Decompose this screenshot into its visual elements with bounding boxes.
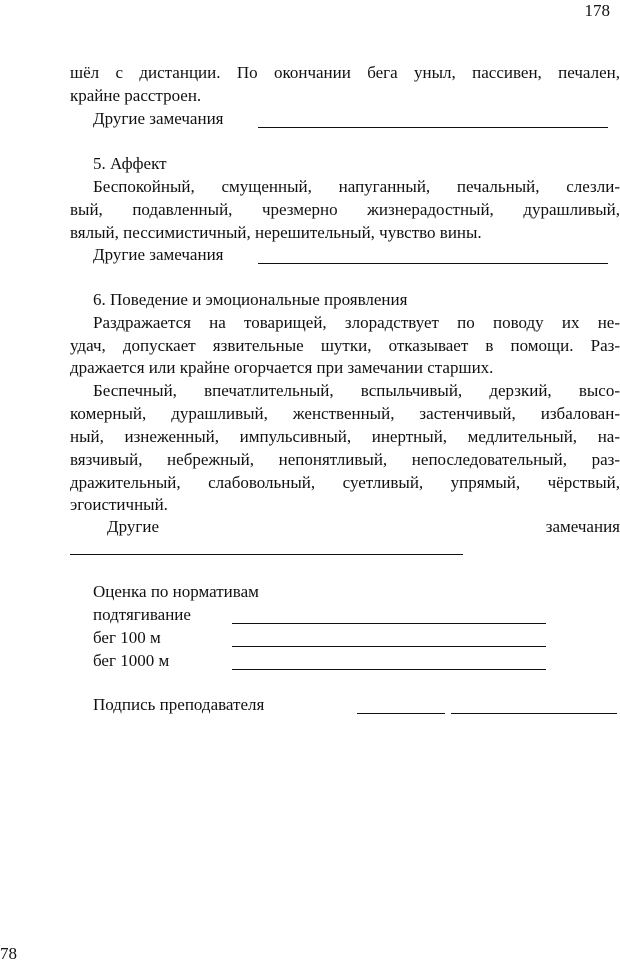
affect-line-2: вый, подавленный, чрезмерно жизнерадостный, дурашливый, — [70, 200, 620, 219]
signature-label: Подпись преподавателя — [93, 695, 265, 714]
behavior-p2-line-1: Беспечный, впечатлительный, вспыльчивый, дерзкий, высо- — [93, 381, 620, 400]
page-number-bottom: 78 — [0, 944, 17, 963]
behavior-p1-line-3: дражается или крайне огорчается при замечании старших. — [70, 358, 494, 377]
standard-item-blank — [232, 669, 546, 670]
intro-other-label: Другие замечания — [93, 109, 224, 128]
affect-heading: 5. Аффект — [93, 154, 167, 173]
page-number-top: 178 — [584, 1, 610, 20]
intro-line-1: шёл с дистанции. По окончании бега уныл, пассивен, печален, — [70, 63, 620, 82]
standards-heading: Оценка по нормативам — [93, 582, 259, 601]
behavior-p2-line-5: дражительный, слабовольный, суетливый, упрямый, чёрствый, — [70, 473, 620, 492]
intro-other-blank — [258, 127, 608, 128]
signature-blank-long — [451, 713, 617, 714]
affect-other-blank — [258, 263, 608, 264]
affect-line-3: вялый, пессимистичный, нерешительный, чувство вины. — [70, 223, 482, 242]
behavior-other-word-1: Другие — [107, 517, 159, 536]
behavior-p1-line-2: удач, допускает язвительные шутки, отказывает в помощи. Раз- — [70, 336, 620, 355]
behavior-other-blank — [70, 554, 463, 555]
signature-blank-short — [357, 713, 445, 714]
behavior-p2-line-4: вязчивый, небрежный, непонятливый, непоследовательный, раз- — [70, 450, 620, 469]
standard-item-label: подтягивание — [93, 605, 191, 624]
affect-line-1: Беспокойный, смущенный, напуганный, печальный, слезли- — [93, 177, 620, 196]
behavior-other-word-2: замечания — [545, 517, 620, 536]
behavior-p2-line-3: ный, изнеженный, импульсивный, инертный, медлительный, на- — [70, 427, 620, 446]
behavior-p2-line-2: комерный, дурашливый, женственный, застенчивый, избалован- — [70, 404, 620, 423]
behavior-p2-line-6: эгоистичный. — [70, 495, 168, 514]
intro-line-2: крайне расстроен. — [70, 86, 202, 105]
standard-item-blank — [232, 646, 546, 647]
behavior-p1-line-1: Раздражается на товарищей, злорадствует по поводу их не- — [93, 313, 620, 332]
affect-other-label: Другие замечания — [93, 245, 224, 264]
standard-item-label: бег 100 м — [93, 628, 161, 647]
standard-item-blank — [232, 623, 546, 624]
behavior-heading: 6. Поведение и эмоциональные проявления — [93, 290, 408, 309]
standard-item-label: бег 1000 м — [93, 651, 170, 670]
